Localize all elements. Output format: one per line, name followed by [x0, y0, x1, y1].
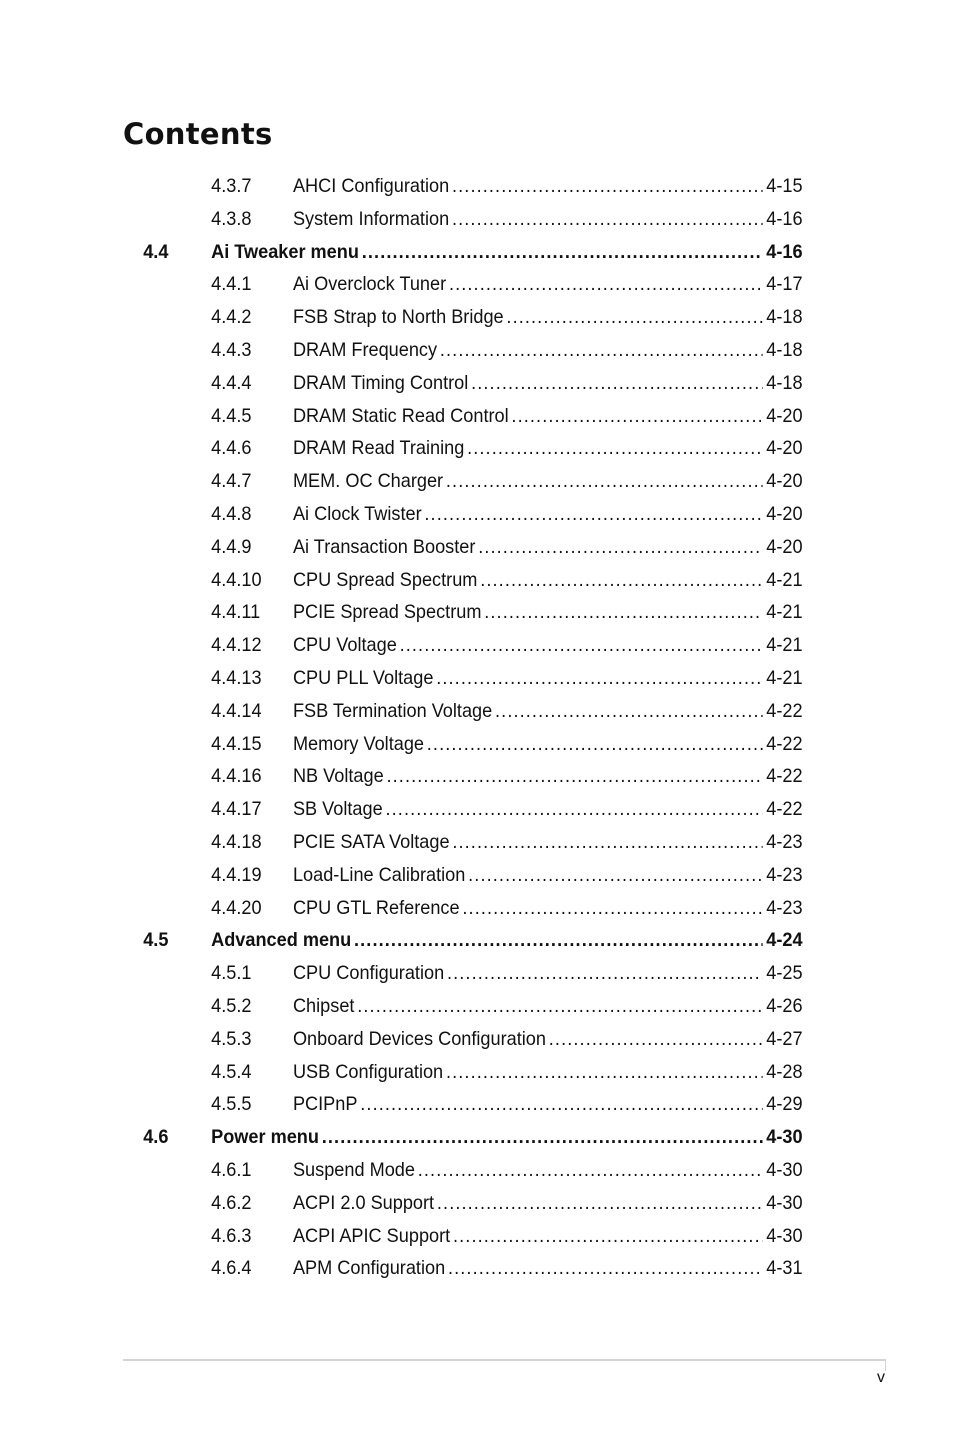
toc-entry-number: 4.4.20	[211, 896, 262, 919]
toc-entry-line	[293, 1154, 803, 1187]
toc-entry-title: PCIPnP	[292, 1093, 358, 1116]
dot-leader	[322, 1121, 763, 1154]
toc-entry-title: APM Configuration	[292, 1257, 446, 1280]
toc-entry-line	[293, 367, 803, 400]
dot-leader	[354, 924, 763, 957]
toc-entry-title: System Information	[292, 207, 450, 230]
toc-entry-title: Onboard Devices Configuration	[292, 1027, 546, 1050]
toc-entry-title: PCIE Spread Spectrum	[292, 601, 482, 624]
table-of-contents	[0, 170, 954, 1285]
toc-entry-line	[293, 859, 803, 892]
toc-entry-line	[211, 924, 802, 957]
toc-entry-line	[293, 629, 803, 662]
dot-leader	[452, 203, 763, 236]
toc-entry-page: 4-20	[766, 404, 803, 427]
dot-leader	[448, 1252, 763, 1285]
toc-entry-number: 4.4.8	[211, 502, 252, 525]
dot-leader	[446, 465, 763, 498]
dot-leader	[440, 334, 763, 367]
toc-entry[interactable]	[0, 859, 887, 892]
toc-entry-number: 4.4.17	[211, 798, 262, 821]
toc-entry-line	[293, 826, 803, 859]
toc-entry-line	[211, 1121, 802, 1154]
toc-entry[interactable]	[0, 564, 887, 597]
toc-entry-number: 4.5	[143, 929, 169, 952]
toc-entry-page: 4-25	[766, 962, 803, 985]
toc-entry-page: 4-30	[766, 1126, 803, 1149]
toc-entry-page: 4-20	[766, 502, 803, 525]
toc-entry-number: 4.4.4	[211, 371, 252, 394]
toc-entry-line	[293, 400, 803, 433]
dot-leader	[471, 367, 762, 400]
toc-entry-title: ACPI APIC Support	[292, 1224, 451, 1247]
toc-entry-line	[293, 957, 803, 990]
toc-entry[interactable]	[0, 1220, 887, 1253]
toc-entry[interactable]	[0, 203, 887, 236]
toc-entry-line	[293, 990, 803, 1023]
toc-entry-title: Memory Voltage	[292, 732, 424, 755]
toc-entry[interactable]	[0, 1088, 887, 1121]
toc-entry-page: 4-23	[766, 896, 803, 919]
toc-entry-number: 4.4.14	[211, 699, 262, 722]
dot-leader	[506, 301, 762, 334]
toc-entry[interactable]	[0, 990, 887, 1023]
toc-entry-title: FSB Termination Voltage	[292, 699, 493, 722]
toc-entry-number: 4.4.5	[211, 404, 252, 427]
toc-entry-line	[293, 531, 803, 564]
toc-entry-line	[293, 892, 803, 925]
dot-leader	[447, 957, 763, 990]
toc-entry[interactable]	[0, 1023, 887, 1056]
toc-entry-number: 4.4.16	[211, 765, 262, 788]
toc-entry-number: 4.6.1	[211, 1158, 252, 1181]
dot-leader	[362, 236, 763, 269]
toc-entry-title: CPU GTL Reference	[292, 896, 460, 919]
toc-entry-number: 4.3.8	[211, 207, 252, 230]
toc-entry-title: Power menu	[211, 1126, 319, 1149]
toc-entry-line	[293, 662, 803, 695]
toc-entry-number: 4.4.12	[211, 634, 262, 657]
toc-entry-line	[293, 760, 803, 793]
toc-entry-page: 4-20	[766, 535, 803, 558]
dot-leader	[357, 990, 762, 1023]
dot-leader	[449, 268, 763, 301]
toc-entry-title: CPU Spread Spectrum	[292, 568, 478, 591]
toc-entry-line	[293, 170, 803, 203]
toc-entry-page: 4-23	[766, 830, 803, 853]
toc-entry-number: 4.5.4	[211, 1060, 252, 1083]
dot-leader	[462, 892, 762, 925]
toc-entry[interactable]	[0, 531, 887, 564]
toc-entry[interactable]	[0, 1056, 887, 1089]
dot-leader	[386, 760, 762, 793]
toc-entry-title: CPU PLL Voltage	[292, 666, 434, 689]
page-title: Contents	[123, 117, 273, 151]
toc-entry-page: 4-21	[766, 568, 803, 591]
toc-entry-line	[293, 1220, 803, 1253]
toc-entry-line	[293, 301, 803, 334]
toc-entry-number: 4.6	[143, 1126, 169, 1149]
toc-entry[interactable]	[0, 629, 887, 662]
toc-entry-page: 4-30	[766, 1191, 803, 1214]
toc-entry-number: 4.4.9	[211, 535, 252, 558]
toc-entry-line	[293, 1252, 803, 1285]
toc-entry-page: 4-21	[766, 601, 803, 624]
dot-leader	[427, 728, 763, 761]
toc-entry-line	[293, 793, 803, 826]
toc-entry-line	[211, 236, 802, 269]
toc-entry-line	[293, 1023, 803, 1056]
toc-entry-page: 4-24	[766, 929, 803, 952]
toc-entry-page: 4-23	[766, 863, 803, 886]
toc-entry-page: 4-15	[766, 175, 803, 197]
dot-leader	[400, 629, 763, 662]
toc-entry-number: 4.4.15	[211, 732, 262, 755]
toc-entry-number: 4.5.3	[211, 1027, 252, 1050]
toc-entry[interactable]	[0, 760, 887, 793]
dot-leader	[511, 400, 762, 433]
toc-entry-number: 4.4.10	[211, 568, 262, 591]
toc-entry-title: Suspend Mode	[292, 1158, 415, 1181]
toc-entry[interactable]	[0, 170, 887, 203]
dot-leader	[467, 432, 762, 465]
toc-entry-title: CPU Configuration	[292, 962, 445, 985]
dot-leader	[424, 498, 762, 531]
dot-leader	[452, 826, 762, 859]
toc-entry-page: 4-18	[766, 371, 803, 394]
toc-entry-title: AHCI Configuration	[292, 175, 450, 197]
toc-entry[interactable]	[0, 400, 887, 433]
toc-entry[interactable]	[0, 236, 887, 269]
toc-entry-line	[293, 432, 803, 465]
toc-entry-title: DRAM Static Read Control	[292, 404, 509, 427]
dot-leader	[468, 859, 762, 892]
dot-leader	[385, 793, 762, 826]
toc-entry-page: 4-28	[766, 1060, 803, 1083]
toc-entry[interactable]	[0, 957, 887, 990]
toc-entry[interactable]	[0, 465, 887, 498]
toc-entry-title: DRAM Timing Control	[292, 371, 469, 394]
footer-rule-tick	[885, 1359, 886, 1371]
toc-entry-page: 4-18	[766, 338, 803, 361]
toc-entry-number: 4.4.6	[211, 437, 252, 460]
toc-entry[interactable]	[0, 662, 887, 695]
toc-entry-line	[293, 596, 803, 629]
toc-entry-number: 4.4.19	[211, 863, 262, 886]
toc-entry-number: 4.6.2	[211, 1191, 252, 1214]
toc-entry-title: Ai Tweaker menu	[211, 240, 359, 263]
toc-entry-page: 4-31	[766, 1257, 803, 1280]
toc-entry-page: 4-22	[766, 798, 803, 821]
toc-entry[interactable]	[0, 596, 887, 629]
dot-leader	[437, 1187, 763, 1220]
toc-entry-page: 4-30	[766, 1158, 803, 1181]
toc-entry-page: 4-21	[766, 666, 803, 689]
toc-entry-page: 4-22	[766, 765, 803, 788]
toc-entry-line	[293, 334, 803, 367]
toc-entry-number: 4.3.7	[211, 175, 252, 197]
toc-entry-line	[293, 1187, 803, 1220]
toc-entry[interactable]	[0, 367, 887, 400]
dot-leader	[453, 1220, 763, 1253]
toc-entry-number: 4.4.13	[211, 666, 262, 689]
toc-entry-title: Ai Overclock Tuner	[292, 273, 447, 296]
dot-leader	[478, 531, 762, 564]
page-number: v	[877, 1369, 885, 1386]
toc-entry-line	[293, 203, 803, 236]
dot-leader	[484, 596, 762, 629]
toc-entry-title: MEM. OC Charger	[292, 470, 444, 493]
toc-entry-title: PCIE SATA Voltage	[292, 830, 450, 853]
toc-entry-page: 4-26	[766, 994, 803, 1017]
toc-entry-page: 4-29	[766, 1093, 803, 1116]
toc-entry-title: CPU Voltage	[292, 634, 397, 657]
toc-entry-number: 4.4.18	[211, 830, 262, 853]
toc-entry-line	[293, 1088, 803, 1121]
toc-entry[interactable]	[0, 268, 887, 301]
toc-entry-page: 4-18	[766, 306, 803, 329]
toc-entry[interactable]	[0, 432, 887, 465]
toc-entry-title: SB Voltage	[292, 798, 383, 821]
toc-entry-page: 4-22	[766, 699, 803, 722]
toc-entry[interactable]	[0, 334, 887, 367]
toc-entry-line	[293, 1056, 803, 1089]
toc-entry-line	[293, 268, 803, 301]
footer-rule	[123, 1359, 886, 1361]
toc-entry[interactable]	[0, 498, 887, 531]
toc-entry-page: 4-20	[766, 437, 803, 460]
toc-entry[interactable]	[0, 1154, 887, 1187]
dot-leader	[418, 1154, 763, 1187]
toc-entry-page: 4-27	[766, 1027, 803, 1050]
toc-entry-page: 4-17	[766, 273, 803, 296]
dot-leader	[452, 170, 763, 203]
toc-entry-number: 4.4.2	[211, 306, 252, 329]
toc-entry[interactable]	[0, 892, 887, 925]
toc-entry-number: 4.5.2	[211, 994, 252, 1017]
toc-entry-title: DRAM Read Training	[292, 437, 465, 460]
toc-entry-title: Ai Transaction Booster	[292, 535, 476, 558]
dot-leader	[495, 695, 763, 728]
toc-entry-title: Advanced menu	[211, 929, 352, 952]
toc-entry[interactable]	[0, 924, 887, 957]
toc-entry[interactable]	[0, 1121, 887, 1154]
toc-entry[interactable]	[0, 1187, 887, 1220]
toc-entry-line	[293, 695, 803, 728]
toc-entry-number: 4.4.3	[211, 338, 252, 361]
toc-entry-number: 4.5.5	[211, 1093, 252, 1116]
toc-entry-line	[293, 564, 803, 597]
toc-entry-number: 4.5.1	[211, 962, 252, 985]
toc-entry-number: 4.6.4	[211, 1257, 252, 1280]
toc-entry[interactable]	[0, 826, 887, 859]
toc-entry-page: 4-21	[766, 634, 803, 657]
toc-entry-title: Chipset	[292, 994, 355, 1017]
toc-entry-line	[293, 728, 803, 761]
toc-entry[interactable]	[0, 1252, 887, 1285]
toc-entry-line	[293, 465, 803, 498]
toc-entry-title: FSB Strap to North Bridge	[292, 306, 504, 329]
toc-entry-number: 4.6.3	[211, 1224, 252, 1247]
toc-entry[interactable]	[0, 695, 887, 728]
toc-entry-title: DRAM Frequency	[292, 338, 438, 361]
toc-entry-number: 4.4.1	[211, 273, 252, 296]
toc-entry-number: 4.4.11	[211, 601, 261, 624]
dot-leader	[446, 1056, 763, 1089]
toc-entry[interactable]	[0, 793, 887, 826]
dot-leader	[549, 1023, 763, 1056]
toc-entry-page: 4-22	[766, 732, 803, 755]
toc-entry-title: Ai Clock Twister	[292, 502, 422, 525]
toc-entry-number: 4.4.7	[211, 470, 252, 493]
toc-entry-line	[293, 498, 803, 531]
toc-entry-title: NB Voltage	[292, 765, 384, 788]
toc-entry-number: 4.4	[143, 240, 169, 263]
dot-leader	[480, 564, 762, 597]
toc-entry-page: 4-20	[766, 470, 803, 493]
dot-leader	[360, 1088, 762, 1121]
dot-leader	[436, 662, 762, 695]
toc-entry[interactable]	[0, 301, 887, 334]
toc-entry-title: Load-Line Calibration	[292, 863, 466, 886]
toc-entry-page: 4-16	[766, 240, 803, 263]
toc-entry-title: USB Configuration	[292, 1060, 444, 1083]
toc-entry-page: 4-16	[766, 207, 803, 230]
toc-entry-title: ACPI 2.0 Support	[292, 1191, 435, 1214]
toc-entry[interactable]	[0, 728, 887, 761]
toc-entry-page: 4-30	[766, 1224, 803, 1247]
